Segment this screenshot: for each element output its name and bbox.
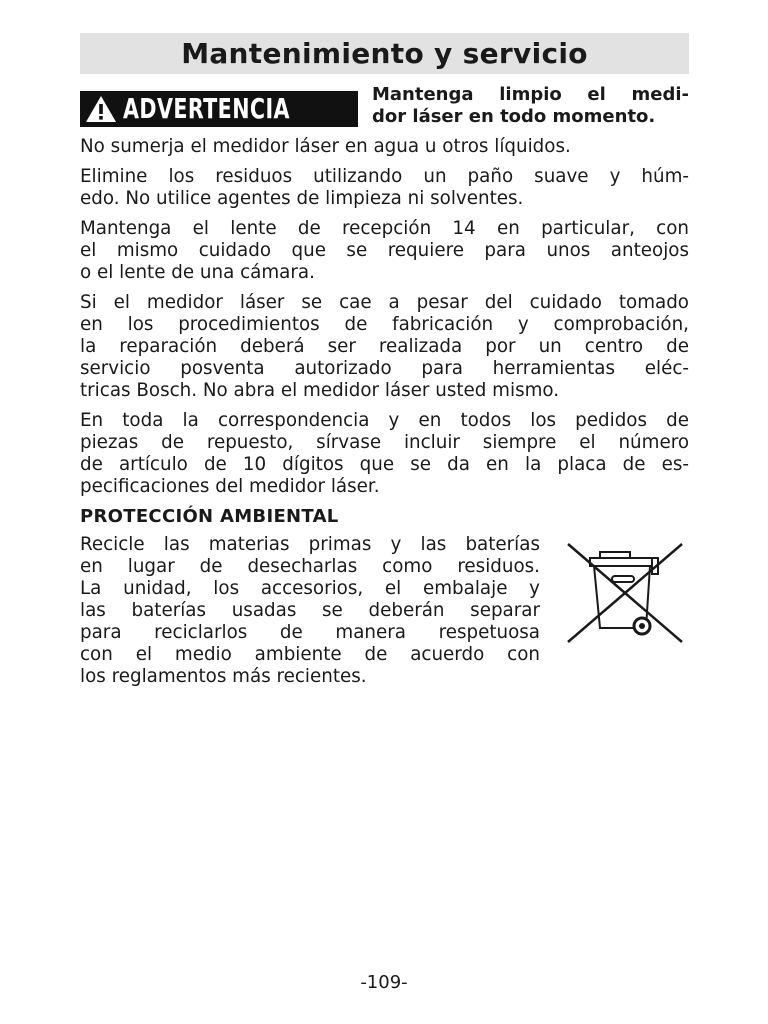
environment-line: Recicle las materias primas y las baterías	[80, 534, 540, 555]
manual-page	[80, 33, 689, 688]
warning-text-line: Mantenga limpio el medi-	[372, 84, 689, 105]
warning-block	[80, 84, 689, 136]
environment-line: los reglamentos más recientes.	[80, 666, 367, 687]
paragraph-line: No sumerja el medidor láser en agua u otros líquidos.	[80, 136, 571, 157]
page-number: -109-	[360, 972, 408, 993]
paragraph-line: en los procedimientos de fabricación y comprobación,	[80, 314, 689, 335]
title-bar	[80, 33, 689, 74]
warning-text-line: dor láser en todo momento.	[372, 106, 656, 127]
paragraph-line: Mantenga el lente de recepción 14 en particular, con	[80, 218, 689, 239]
environment-line: en lugar de desecharlas como residuos.	[80, 556, 540, 577]
paragraph-line: servicio posventa autorizado para herramientas eléc-	[80, 358, 689, 379]
paragraph-line: Si el medidor láser se cae a pesar del cuidado tomado	[80, 292, 689, 313]
environment-heading: PROTECCIÓN AMBIENTAL	[80, 506, 339, 527]
paragraph-line: piezas de repuesto, sírvase incluir siempre el número	[80, 432, 689, 453]
paragraph-line: Elimine los residuos utilizando un paño suave y húm-	[80, 166, 689, 187]
page-title: Mantenimiento y servicio	[181, 37, 588, 70]
warning-text	[372, 84, 689, 128]
paragraph	[80, 410, 689, 498]
paragraph	[80, 292, 689, 402]
paragraph	[80, 166, 689, 210]
environment-line: para reciclarlos de manera respetuosa	[80, 622, 540, 643]
warning-signal-word: ADVERTENCIA	[123, 92, 290, 125]
paragraph-line: En toda la correspondencia y en todos los pedidos de	[80, 410, 689, 431]
paragraph-line: o el lente de una cámara.	[80, 262, 315, 283]
paragraph-line: edo. No utilice agentes de limpieza ni solventes.	[80, 188, 524, 209]
paragraph-line: pecificaciones del medidor láser.	[80, 476, 380, 497]
paragraph-line: el mismo cuidado que se requiere para unos anteojos	[80, 240, 689, 261]
paragraph	[80, 218, 689, 284]
warning-badge	[80, 91, 358, 127]
environment-line: La unidad, los accesorios, el embalaje y	[80, 578, 540, 599]
paragraph-line: tricas Bosch. No abra el medidor láser usted mismo.	[80, 380, 560, 401]
body-text	[80, 136, 689, 498]
environment-line: las baterías usadas se deberán separar	[80, 600, 540, 621]
crossed-out-wheelie-bin-icon	[560, 538, 688, 646]
environment-line: con el medio ambiente de acuerdo con	[80, 644, 540, 665]
environment-section	[80, 534, 689, 688]
paragraph-line: la reparación deberá ser realizada por un centro de	[80, 336, 689, 357]
environment-text	[80, 534, 540, 688]
paragraph	[80, 136, 689, 158]
warning-triangle-icon	[85, 95, 117, 123]
paragraph-line: de artículo de 10 dígitos que se da en la placa de es-	[80, 454, 689, 475]
